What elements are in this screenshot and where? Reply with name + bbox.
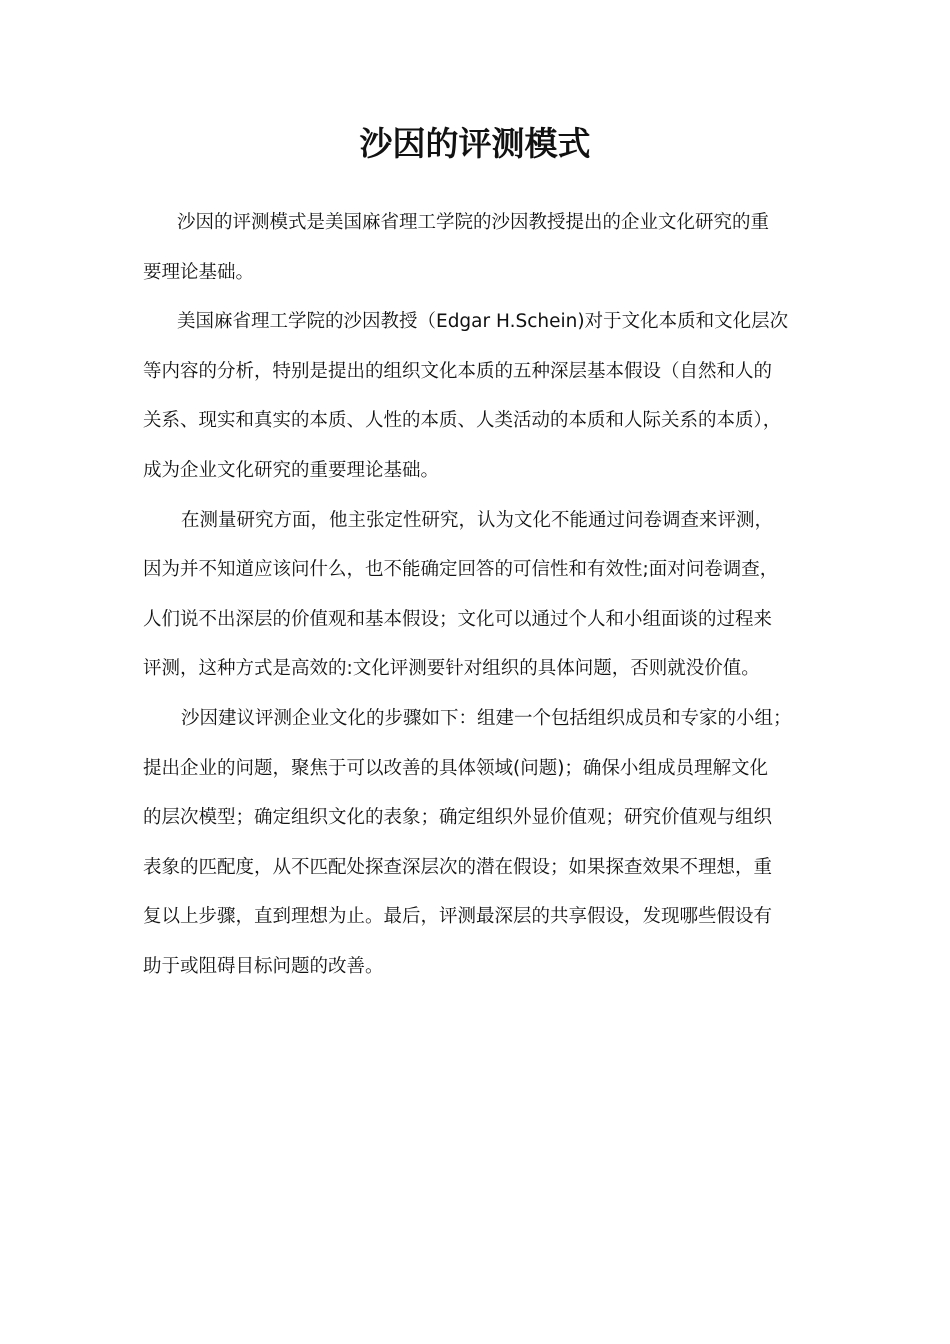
paragraph-1 <box>143 198 823 297</box>
text-line: 人们说不出深层的价值观和基本假设；文化可以通过个人和小组面谈的过程来 <box>143 608 773 630</box>
text-line: 沙因建议评测企业文化的步骤如下：组建一个包括组织成员和专家的小组； <box>181 707 792 729</box>
text-line: 美国麻省理工学院的沙因教授（Edgar H.Schein)对于文化本质和文化层次 <box>177 311 789 333</box>
text-line: 助于或阻碍目标问题的改善。 <box>143 955 384 977</box>
text-line: 复以上步骤，直到理想为止。最后，评测最深层的共享假设，发现哪些假设有 <box>143 906 773 928</box>
text-line: 提出企业的问题，聚焦于可以改善的具体领域(问题)；确保小组成员理解文化 <box>143 757 768 779</box>
text-line: 要理论基础。 <box>143 261 255 283</box>
paragraph-3 <box>143 496 823 694</box>
paragraph-4 <box>143 694 823 992</box>
text-line: 评测，这种方式是高效的:文化评测要针对组织的具体问题，否则就没价值。 <box>143 658 760 680</box>
text-line: 因为并不知道应该问什么，也不能确定回答的可信性和有效性;面对问卷调查， <box>143 559 779 581</box>
document-body <box>143 198 823 992</box>
page-title: 沙因的评测模式 <box>359 124 591 163</box>
text-line: 表象的匹配度，从不匹配处探查深层次的潜在假设；如果探查效果不理想，重 <box>143 856 773 878</box>
text-line: 等内容的分析，特别是提出的组织文化本质的五种深层基本假设（自然和人的 <box>143 360 773 382</box>
text-line: 沙因的评测模式是美国麻省理工学院的沙因教授提出的企业文化研究的重 <box>177 212 770 233</box>
text-line: 在测量研究方面，他主张定性研究，认为文化不能通过问卷调查来评测， <box>181 509 774 531</box>
text-line: 成为企业文化研究的重要理论基础。 <box>143 459 440 481</box>
text-line: 关系、现实和真实的本质、人性的本质、人类活动的本质和人际关系的本质）， <box>143 410 782 432</box>
paragraph-2 <box>143 297 823 495</box>
text-line: 的层次模型；确定组织文化的表象；确定组织外显价值观；研究价值观与组织 <box>143 807 773 829</box>
